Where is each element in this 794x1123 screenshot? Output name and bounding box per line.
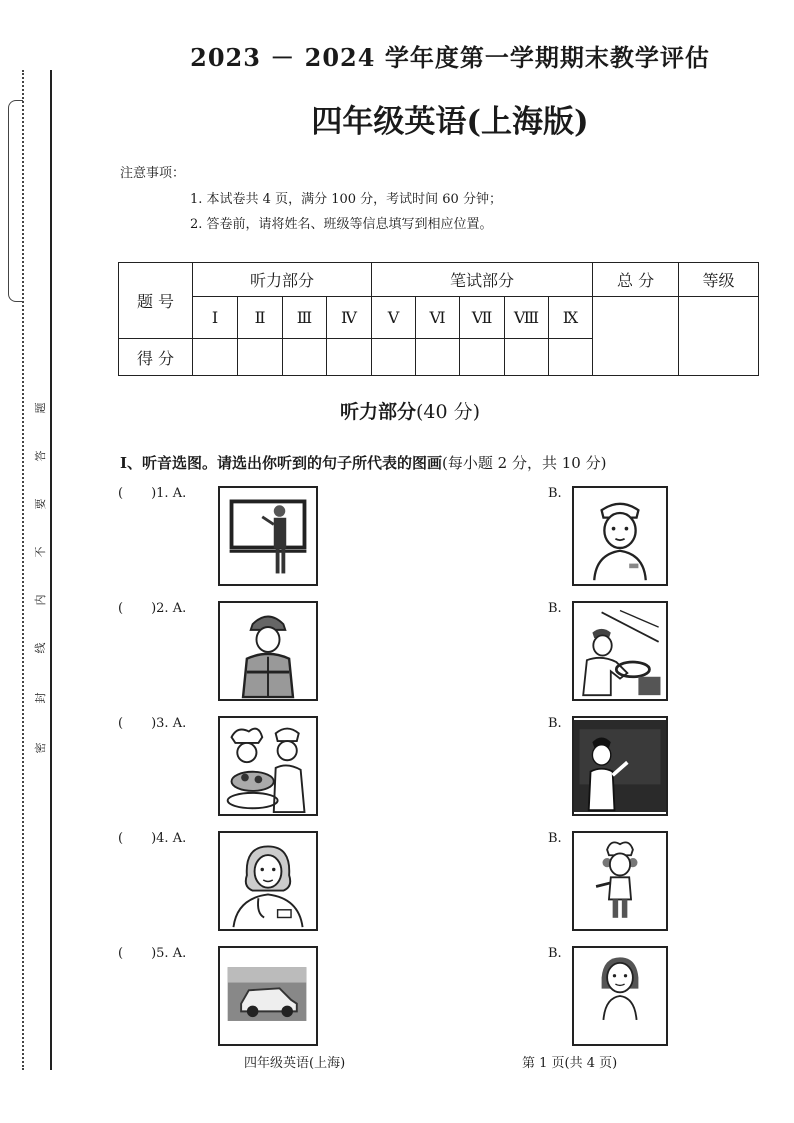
total-score-cell[interactable] (593, 297, 679, 376)
nurse-portrait-image[interactable] (572, 486, 668, 586)
notice-item: 2. 答卷前，请将姓名、班级等信息填写到相应位置。 (190, 217, 493, 232)
girl-portrait-image[interactable] (572, 946, 668, 1046)
car-photo-image[interactable] (218, 946, 318, 1046)
score-table (118, 262, 759, 376)
writing-header: 笔试部分 (372, 263, 593, 297)
column-header: Ⅲ (283, 297, 327, 339)
column-header: Ⅷ (505, 297, 549, 339)
section-title-text: 听力部分 (339, 401, 416, 423)
answer-blank-open[interactable]: ( (118, 486, 124, 501)
total-header: 总 分 (593, 263, 679, 297)
option-b-label: B. (548, 716, 562, 731)
section-score: (40 分) (415, 401, 481, 423)
question-number: )3. (151, 716, 169, 731)
option-a-label: A. (172, 486, 187, 501)
seal-char: 密 (34, 742, 47, 754)
option-b-label: B. (548, 946, 562, 961)
binding-bracket (8, 100, 23, 302)
score-cell[interactable] (238, 339, 283, 376)
question-number-label: 题 号 (119, 263, 193, 339)
question-number: )5. (151, 946, 169, 961)
footer-subject: 四年级英语(上海) (244, 1056, 346, 1071)
column-header: Ⅴ (372, 297, 416, 339)
column-header: Ⅳ (327, 297, 372, 339)
score-cell[interactable] (283, 339, 327, 376)
seal-char: 线 (34, 642, 47, 654)
firefighter-image[interactable] (218, 601, 318, 701)
notice-heading: 注意事项： (120, 166, 186, 181)
option-b-label: B. (548, 486, 562, 501)
footer-page-number: 第 1 页(共 4 页) (522, 1056, 618, 1071)
score-cell[interactable] (505, 339, 549, 376)
question-1-label (118, 486, 186, 501)
section-title (240, 397, 580, 424)
cooks-with-food-image[interactable] (218, 716, 318, 816)
question-3-label (118, 716, 186, 731)
option-a-label: A. (172, 831, 187, 846)
question-number: )2. (151, 601, 169, 616)
score-cell[interactable] (193, 339, 238, 376)
question-2-label (118, 601, 186, 616)
exam-title: 2023 － 2024 学年度第一学期期末教学评估 (190, 43, 710, 72)
option-a-label: A. (172, 946, 187, 961)
listening-header: 听力部分 (193, 263, 372, 297)
seal-char: 题 (34, 402, 47, 414)
bus-driver-image[interactable] (572, 601, 668, 701)
score-cell[interactable] (327, 339, 372, 376)
option-a-label: A. (172, 716, 187, 731)
column-header: Ⅵ (416, 297, 460, 339)
subject-title: 四年级英语(上海版) (311, 104, 589, 140)
question-number: )1. (151, 486, 169, 501)
column-header: Ⅸ (549, 297, 593, 339)
column-header: Ⅱ (238, 297, 283, 339)
option-b-label: B. (548, 831, 562, 846)
seal-char: 内 (34, 594, 47, 606)
column-header: Ⅰ (193, 297, 238, 339)
seal-char: 封 (34, 692, 47, 704)
score-cell[interactable] (416, 339, 460, 376)
binding-line (50, 70, 52, 1070)
seal-char: 要 (34, 498, 47, 510)
column-header: Ⅶ (460, 297, 505, 339)
option-b-label: B. (548, 601, 562, 616)
option-a-label: A. (172, 601, 187, 616)
question-4-label (118, 831, 186, 846)
answer-blank-open[interactable]: ( (118, 831, 124, 846)
seal-char: 不 (34, 546, 47, 558)
part1-heading: Ⅰ、听音选图。请选出你听到的句子所代表的图画 (120, 454, 443, 472)
girl-cook-image[interactable] (572, 831, 668, 931)
binding-dotted-line (22, 70, 24, 1070)
answer-blank-open[interactable]: ( (118, 601, 124, 616)
grade-header: 等级 (679, 263, 759, 297)
doctor-portrait-image[interactable] (218, 831, 318, 931)
man-at-blackboard-image[interactable] (572, 716, 668, 816)
teacher-at-blackboard-image[interactable] (218, 486, 318, 586)
score-cell[interactable] (460, 339, 505, 376)
answer-blank-open[interactable]: ( (118, 946, 124, 961)
score-row-label: 得 分 (119, 339, 193, 376)
answer-blank-open[interactable]: ( (118, 716, 124, 731)
score-cell[interactable] (372, 339, 416, 376)
notice-item: 1. 本试卷共 4 页，满分 100 分，考试时间 60 分钟； (190, 192, 502, 207)
grade-cell[interactable] (679, 297, 759, 376)
seal-char: 答 (34, 450, 47, 462)
score-cell[interactable] (549, 339, 593, 376)
part1-score-note: (每小题 2 分，共 10 分) (442, 454, 607, 472)
question-5-label (118, 946, 186, 961)
question-number: )4. (151, 831, 169, 846)
part1-instructions (120, 452, 780, 473)
